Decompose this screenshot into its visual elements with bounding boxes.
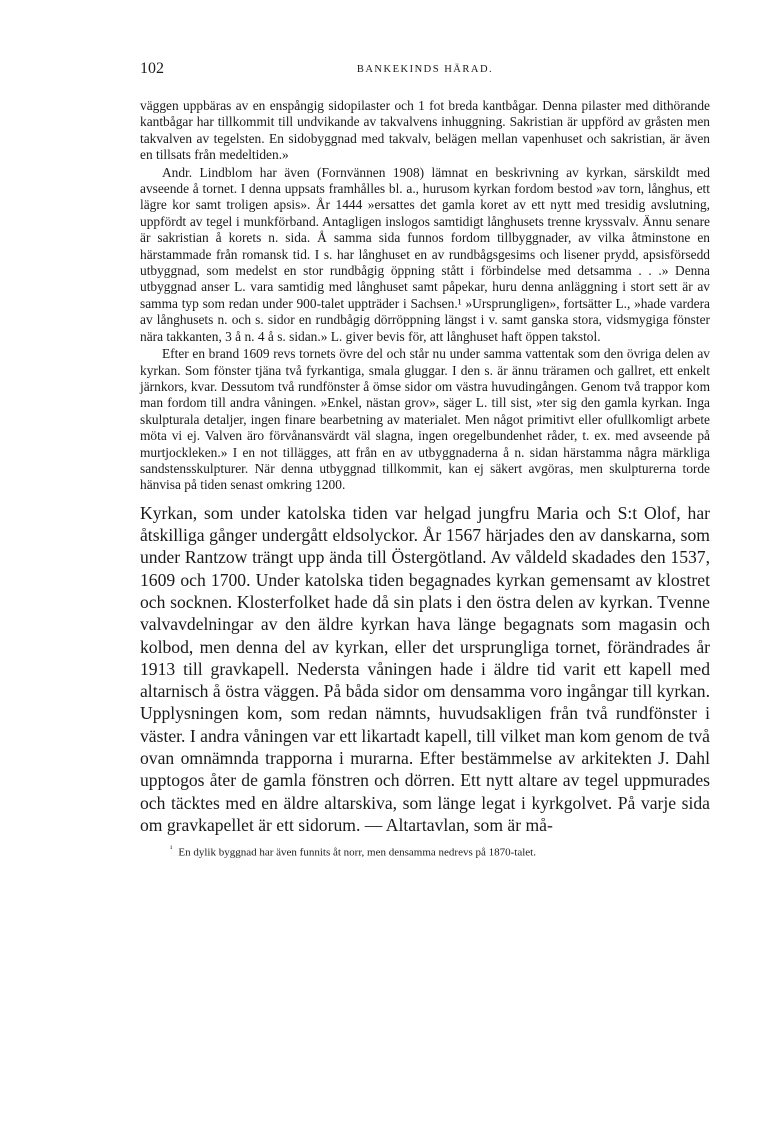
footnote bbox=[140, 842, 710, 860]
main-paragraph: Kyrkan, som under katolska tiden var helgad jungfru Maria och S:t Olof, har åtskilliga gånger undergått eldsolyckor. År 1567 härjades den av danskarna, som under Rantzow trängt upp ända till Östergötland. Av våldeld skadades den 1537, 1609 och 1700. Under katolska tiden begagnades kyrkan gemensamt av klostret och socknen. Klosterfolket hade då sin plats i den östra delen av kyrkan. Tvenne valvavdelningar av den äldre kyrkan hava länge begagnats som magasin och kolbod, men denna del av kyrkan, eller det ursprungliga tornet, förändrades år 1913 till gravkapell. Nedersta våningen hade i äldre tid varit ett kapell med altarnisch å östra väggen. På båda sidor om densamma voro ingångar till kyrkan. Upplysningen kom, som redan nämnts, huvudsakligen från två rundfönster i väster. I andra våningen var ett likartadt kapell, till vilket man kom genom de två ovan omnämnda trapporna i murarna. Efter bestämmelse av arkitekten J. Dahl upptogos åter de gamla fönstren och dörren. Ett nytt altare av tegel uppmurades och täcktes med en äldre altarskiva, som länge legat i kyrkgolvet. På varje sida om gravkapellet är ett sidorum. — Altartavlan, som är må- bbox=[140, 502, 710, 835]
small-paragraph-1: väggen uppbäras av en enspångig sidopilaster och 1 fot breda kantbågar. Denna pilaster med dithörande kantbågar har tillkommit till undvikande av takvalvens inhuggning. Sakristian är uppförd av gråsten men takvalven av tegelsten. En sidobyggnad med takvalv, belägen mellan vapenhuset och sakristian, är även en tillsats från medeltiden.» bbox=[140, 98, 710, 163]
running-head: BANKEKINDS HÄRAD. bbox=[356, 64, 494, 75]
page-number: 102 bbox=[140, 60, 164, 77]
small-paragraph-3: Efter en brand 1609 revs tornets övre del och står nu under samma vattentak som den övriga delen av kyrkan. Som fönster tjäna två fyrkantiga, smala gluggar. I den s. är ännu träramen och gallret, ett enkelt järnkors, kvar. Dessutom två rundfönster å ömse sidor om västra huvudingången. Genom två trappor kom man fordom till andra våningen. »Enkel, nästan grov», säger L. till sist, »ter sig den gamla kyrkan. Inga skulpturala detaljer, ingen finare bearbetning av materialet. Men något primitivt eller ofullkomligt arbete möta vi ej. Valven äro förvånansvärdt väl slagna, ingen oregelbundenhet råder, t. ex. med avseende på murtjockleken.» I en not tillägges, att från en av utbyggnaderna å n. sidan härstamma några märkliga sandstensskulpturer. När denna utbyggnad tillkommit, kan ej säkert avgöras, men skulpturerna torde hänvisa på tiden senast omkring 1200. bbox=[140, 346, 710, 493]
page-header bbox=[140, 60, 710, 86]
footnote-mark: ¹ bbox=[170, 844, 173, 854]
main-text-section bbox=[140, 502, 710, 836]
footnote-text: En dylik byggnad har även funnits åt norr, men densamma nedrevs på 1870-talet. bbox=[178, 846, 536, 859]
small-paragraph-2: Andr. Lindblom har även (Fornvännen 1908) lämnat en beskrivning av kyrkan, särskildt med avseende å tornet. I denna uppsats framhålles bl. a., hurusom kyrkan fordom bestod »av torn, långhus, ett lägre kor samt troligen apsis». År 1444 »ersattes det gamla koret av ett nytt med tresidig avslutning, uppfördt av tegel i munkförband. Antagligen inslogos samtidigt långhusets trenne kryssvalv. Ännu senare är sakristian å korets n. sida. Å samma sida funnos fordom tillbyggnader, av vilka åtminstone en härstammade från romansk tid. I s. har långhuset en av rundbågsgesims och lisener prydd, apsisförsedd utbyggnad, som medelst en stor rundbågig öppning stått i förbindelse med detsamma . . .» Denna utbyggnad anser L. vara samtidig med långhuset samt påpekar, huru denna anläggning i stort sett är av samma typ som redan under 900-talet uppträder i Sachsen.¹ »Ursprungligen», fortsätter L., »hade vardera av långhusets n. och s. sidor en rundbågig dörröppning längst i v. samt ganska stora, vidsmygiga fönster nära takkanten, 3 å n. 4 å s. sidan.» L. giver bevis för, att långhuset haft öppen takstol. bbox=[140, 164, 710, 344]
book-page bbox=[140, 60, 710, 860]
small-print-section bbox=[140, 98, 710, 494]
